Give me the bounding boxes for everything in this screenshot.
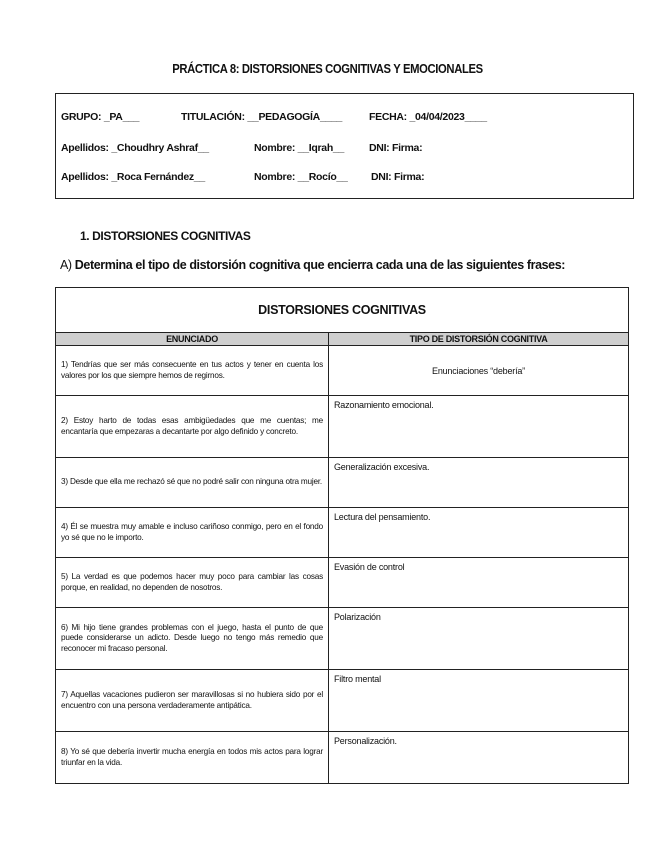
table-row <box>56 346 629 396</box>
distortion-type-cell[interactable]: Filtro mental <box>329 670 629 732</box>
distortion-type-cell[interactable]: Lectura del pensamiento. <box>329 508 629 558</box>
table-row <box>56 458 629 508</box>
instruction-text: Determina el tipo de distorsión cognitiva que encierra cada una de las siguientes frases: <box>74 258 566 272</box>
column-header-statement: ENUNCIADO <box>56 333 329 346</box>
page-title: PRÁCTICA 8: DISTORSIONES COGNITIVAS Y EMOCIONALES <box>172 62 483 76</box>
statement-cell: 3) Desde que ella me rechazó sé que no podré salir con ninguna otra mujer. <box>56 458 329 508</box>
distortions-table <box>55 287 629 784</box>
table-row <box>56 732 629 784</box>
statement-cell: 8) Yo sé que debería invertir mucha energía en todos mis actos para lograr triunfar en la vida. <box>56 732 329 784</box>
nombre-field-1: Nombre: __Iqrah__ <box>254 142 345 154</box>
statement-cell: 7) Aquellas vacaciones pudieron ser maravillosas si no hubiera sido por el encuentro con una persona verdaderamente antipática. <box>56 670 329 732</box>
table-row <box>56 396 629 458</box>
distortion-type-cell[interactable]: Generalización excesiva. <box>329 458 629 508</box>
table-caption: DISTORSIONES COGNITIVAS <box>56 288 629 333</box>
statement-cell: 6) Mi hijo tiene grandes problemas con el juego, hasta el punto de que puede considerarse un adicto. Desde luego no tengo más remedio que reconocer mi fracaso personal. <box>56 608 329 670</box>
table-row <box>56 508 629 558</box>
instruction <box>60 258 565 272</box>
apellidos-field-2: Apellidos: _Roca Fernández__ <box>61 171 205 183</box>
table-row <box>56 558 629 608</box>
apellidos-field-1: Apellidos: _Choudhry Ashraf__ <box>61 142 209 154</box>
grupo-field: GRUPO: _PA___ <box>61 111 140 123</box>
section-heading: 1. DISTORSIONES COGNITIVAS <box>80 229 251 243</box>
nombre-field-2: Nombre: __Rocío__ <box>254 171 348 183</box>
table-row <box>56 670 629 732</box>
statement-cell: 4) Él se muestra muy amable e incluso cariñoso conmigo, pero en el fondo yo sé que no le importo. <box>56 508 329 558</box>
instruction-prefix: A) <box>60 258 72 272</box>
statement-cell: 2) Estoy harto de todas esas ambigüedades que me cuentas; me encantaría que empezaras a decantarte por algo definido y concreto. <box>56 396 329 458</box>
statement-cell: 5) La verdad es que podemos hacer muy poco para cambiar las cosas porque, en realidad, no dependen de nosotros. <box>56 558 329 608</box>
statement-cell: 1) Tendrías que ser más consecuente en tus actos y tener en cuenta los valores por los que siempre hemos de regirnos. <box>56 346 329 396</box>
student-info-box <box>55 93 634 199</box>
distortion-type-cell[interactable]: Razonamiento emocional. <box>329 396 629 458</box>
dni-field-1: DNI: Firma: <box>369 142 423 154</box>
distortion-type-cell[interactable]: Evasión de control <box>329 558 629 608</box>
table-row <box>56 608 629 670</box>
fecha-field: FECHA: _04/04/2023____ <box>369 111 487 123</box>
distortion-type-cell[interactable]: Enunciaciones “debería” <box>329 346 629 396</box>
titulacion-field: TITULACIÓN: __PEDAGOGÍA____ <box>181 111 343 123</box>
dni-field-2: DNI: Firma: <box>371 171 425 183</box>
distortion-type-cell[interactable]: Polarización <box>329 608 629 670</box>
distortion-type-cell[interactable]: Personalización. <box>329 732 629 784</box>
column-header-type: TIPO DE DISTORSIÓN COGNITIVA <box>329 333 629 346</box>
